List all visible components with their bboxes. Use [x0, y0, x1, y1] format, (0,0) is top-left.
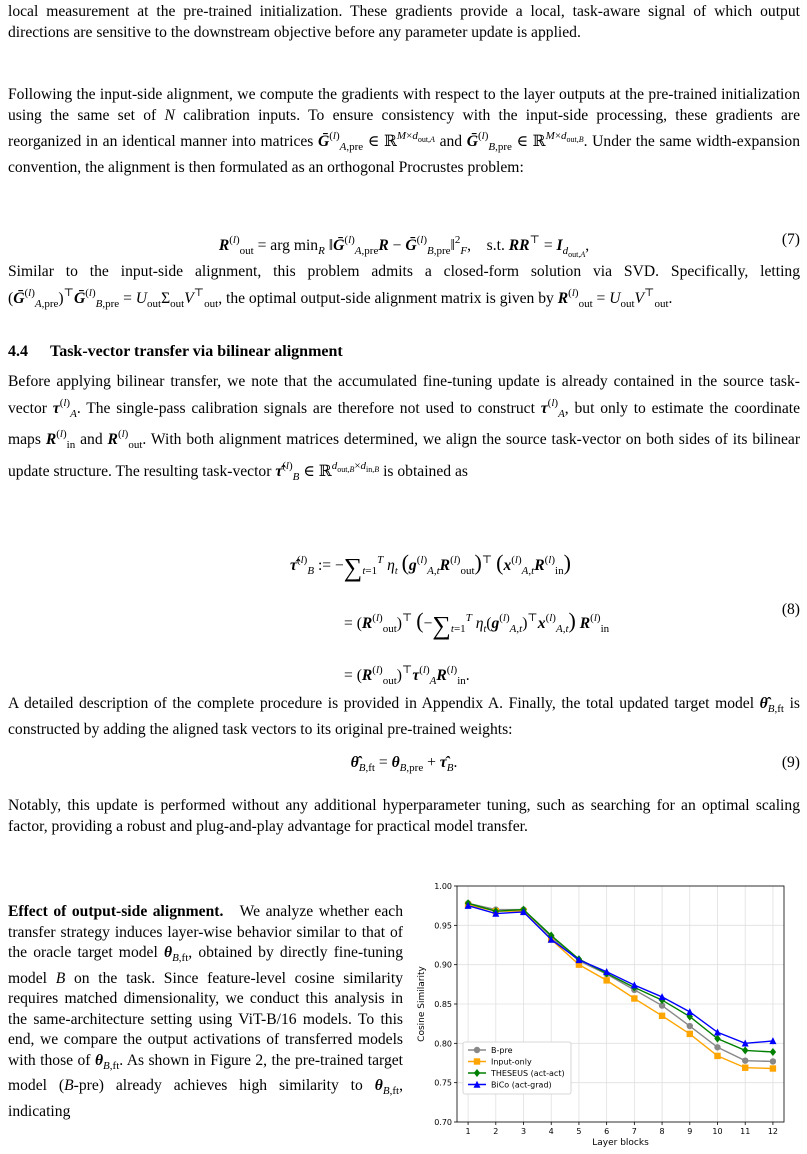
x-tick-label: 10: [712, 1127, 723, 1136]
legend-label: THESEUS (act-act): [491, 1069, 565, 1078]
data-point: [631, 995, 637, 1001]
x-tick-label: 7: [631, 1127, 637, 1136]
legend-swatch-marker: [474, 1058, 480, 1064]
y-tick-label: 0.85: [434, 1000, 452, 1009]
data-point: [714, 1035, 720, 1043]
data-point: [770, 1058, 776, 1064]
x-tick-label: 5: [576, 1127, 582, 1136]
y-tick-label: 0.75: [434, 1078, 452, 1088]
paragraph-6: Notably, this update is performed without any additional hyperparameter tuning, such as searching for an optimal scaling factor, providing a robust and plug-and-play advantage for practical model transfer.: [8, 797, 800, 835]
x-axis-label: Layer blocks: [592, 1138, 649, 1148]
x-tick-label: 2: [493, 1127, 499, 1136]
data-point: [714, 1029, 721, 1036]
paragraph-5: A detailed description of the complete procedure is provided in Appendix A. Finally, the total updated target model $\thetâ_{B,ft}$ is constructed by adding the aligned task vectors to its original pre-trained weights:: [8, 695, 800, 738]
cosine-similarity-chart: [412, 880, 802, 1150]
legend-label: B-pre: [491, 1046, 513, 1055]
x-tick-label: 8: [659, 1127, 665, 1136]
x-tick-label: 12: [767, 1127, 779, 1136]
x-tick-label: 1: [465, 1127, 471, 1136]
chart-svg: [412, 880, 802, 1150]
data-point: [714, 1044, 720, 1050]
y-tick-label: 0.95: [434, 921, 452, 931]
x-tick-label: 4: [548, 1127, 554, 1136]
paragraph-4: Before applying bilinear transfer, we note that the accumulated fine-tuning update is already contained in the source task-vector $\tau^{(l)}_A$. The single-pass calibration signals are therefore not used to construct $\tau^{(l)}_A$, but only to estimate the coordinate maps $R^{(l)}_{in}$ and $R^{(l)}_{out}$. With both alignment matrices determined, we align the source task-vector on both sides of its bilinear update structure. The resulting task-vector τ̂$^{(l)}_B$ ∈ ℝ$^{d_{out,B}\times d_{in,B}}$ is obtained as: [8, 373, 801, 483]
paragraph-3: Similar to the input-side alignment, this problem admits a closed-form solution via SVD. Specifically, letting (Ḡ$^{(l)}_{A,pre}$)⊤Ḡ$^{(l)}_{B,pre}$ = $U_{out}\Sigma_{out}V^⊤_{out}$, the optimal output-side alignment matrix is given by $R^{(l)}_{out} = U_{out}V^⊤_{out}$.: [8, 263, 800, 310]
data-point: [742, 1065, 748, 1071]
y-tick-label: 0.70: [434, 1118, 452, 1127]
data-point: [687, 1031, 693, 1037]
series-line-0: [468, 903, 773, 1061]
data-point: [742, 1046, 748, 1054]
y-axis-label: Cosine Similarity: [417, 966, 427, 1042]
data-point: [770, 1065, 776, 1071]
x-tick-label: 9: [687, 1127, 693, 1136]
data-point: [714, 1053, 720, 1059]
y-tick-label: 0.90: [434, 960, 452, 970]
data-point: [631, 981, 638, 988]
x-tick-label: 11: [740, 1127, 751, 1136]
legend-label: Input-only: [491, 1057, 532, 1067]
data-point: [659, 1013, 665, 1019]
equation-8: τ̂$^{(l)}_B$ := $-\sum_{t=1}^T$ $\eta_t$ $(g^{(l)}_{A,t}R^{(l)}_{out})^⊤$ $(x^{(l)}_{A,t}R^{(l)}_{in})$ = $(R^{(l)}_{out})^⊤$ ($-\sum_{t=1}^T$ $\eta_t(g^{(l)}_{A,t})^⊤x^{(l)}_{A,t}$) $R^{(l)}_{in}$ = $(R^{(l)}_{out})^⊤\tau^{(l)}_AR^{(l)}_{in}$. (8): [290, 550, 800, 687]
data-point: [686, 1008, 693, 1015]
series-line-3: [468, 906, 773, 1044]
section-heading: 4.4 Task-vector transfer via bilinear alignment: [8, 343, 343, 360]
equation-9: $\thetâ_{B,ft} = \theta_{B,pre}$ + $\taû_B$. (9): [350, 754, 800, 774]
x-tick-label: 3: [520, 1127, 527, 1136]
legend-label: BiCo (act-grad): [491, 1080, 552, 1090]
paragraph-7: Effect of output-side alignment. We analyze whether each transfer strategy induces layer-wise behavior similar to that of the oracle target model $\theta_{B,ft}$, obtained by directly fine-tuning model B on the task. Since feature-level cosine similarity requires matched dimensionality, we conduct this analysis in the same-architecture setting using ViT-B/16 models. To this end, we compare the output activations of transferred models with those of $\theta_{B,ft}$. As shown in Figure 2, the pre-trained target model (B-pre) already achieves high similarity to $\theta_{B,ft}$, indicating: [8, 903, 403, 1120]
y-tick-label: 0.80: [434, 1039, 452, 1049]
data-point: [687, 1023, 693, 1029]
data-point: [770, 1048, 776, 1056]
y-tick-label: 1.00: [434, 882, 452, 891]
paragraph-2: Following the input-side alignment, we compute the gradients with respect to the layer outputs at the pre-trained initialization using the same set of N calibration inputs. To ensure consistency with the input-side processing, these gradients are reorganized in an identical manner into matrices Ḡ$^{(l)}_{A,pre}$ ∈ ℝ$^{M\times d_{out,A}}$ and Ḡ$^{(l)}_{B,pre}$ ∈ ℝ$^{M\times d_{out,B}}$. Under the same width-expansion convention, the alignment is then formulated as an orthogonal Procrustes problem:: [8, 86, 801, 176]
paragraph-1: local measurement at the pre-trained initialization. These gradients provide a local, task-aware signal of which output directions are sensitive to the downstream objective before any parameter update is applied.: [8, 3, 800, 41]
equation-7: $R^{(l)}_{out}$ = arg $\min_R$ ‖Ḡ$^{(l)}_{A,pre}$R − Ḡ$^{(l)}_{B,pre}$‖$^2_F$, s.t. $RR^⊤ = I_{d_{out,A}}$, (7): [218, 231, 800, 260]
data-point: [742, 1057, 748, 1063]
x-tick-label: 6: [604, 1127, 610, 1136]
legend-swatch-marker: [474, 1047, 480, 1053]
data-point: [603, 977, 609, 983]
